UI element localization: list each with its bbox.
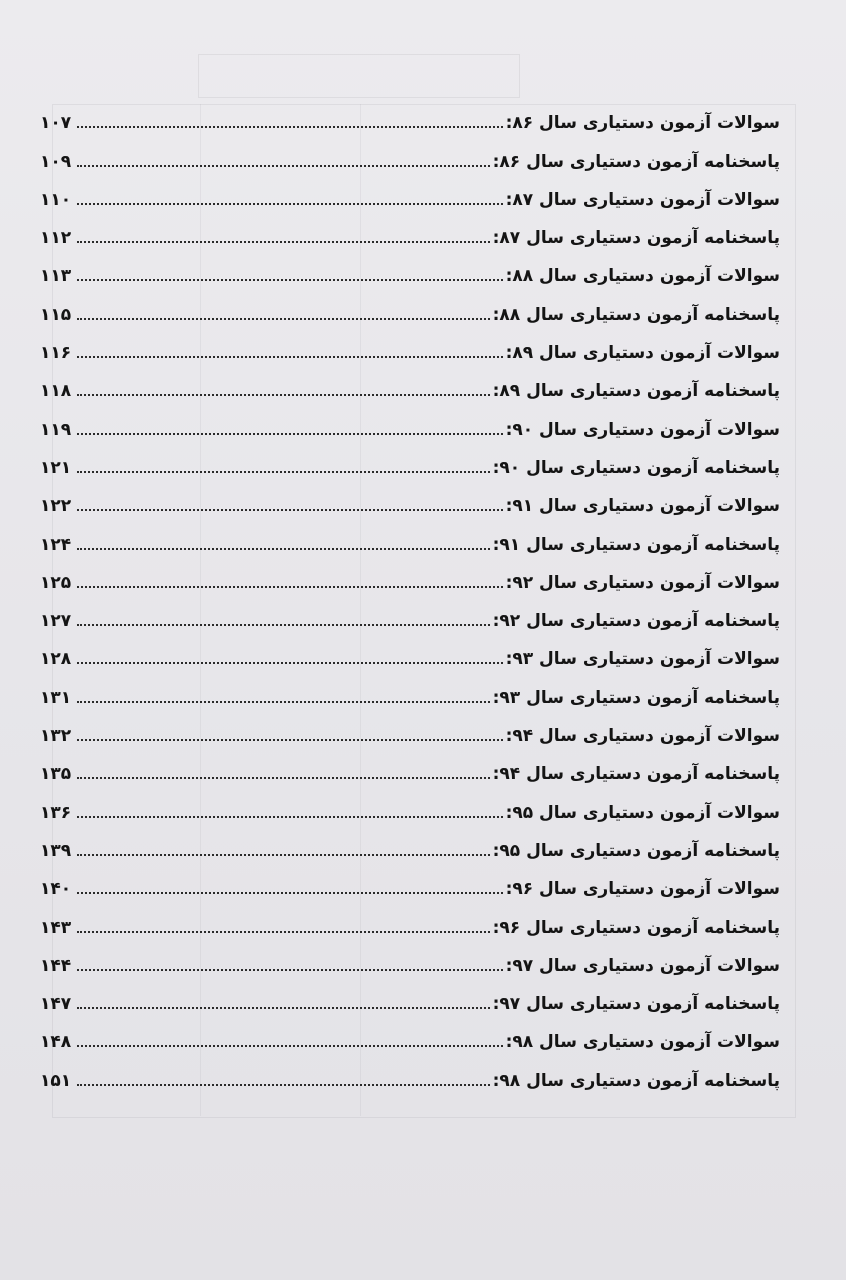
toc-entry-page-number: ۱۴۸ bbox=[40, 1032, 72, 1053]
toc-entry-page-number: ۱۱۶ bbox=[40, 343, 72, 364]
toc-entry-page-number: ۱۲۱ bbox=[40, 457, 72, 478]
dot-leader bbox=[77, 471, 490, 473]
toc-entry-page-number: ۱۱۳ bbox=[40, 266, 72, 287]
bleed-through-header-box bbox=[198, 54, 520, 98]
toc-entry-page-number: ۱۰۷ bbox=[40, 113, 72, 134]
toc-entry-page-number: ۱۵۱ bbox=[40, 1070, 72, 1091]
toc-entry-title: پاسخنامه آزمون دستیاری سال ۹۳: bbox=[492, 687, 780, 708]
toc-entry[interactable] bbox=[40, 1019, 780, 1057]
toc-entry-title: سوالات آزمون دستیاری سال ۸۷: bbox=[505, 189, 780, 210]
toc-entry[interactable] bbox=[40, 674, 780, 712]
dot-leader bbox=[77, 241, 490, 243]
dot-leader bbox=[77, 433, 503, 435]
dot-leader bbox=[77, 854, 490, 856]
toc-entry[interactable] bbox=[40, 406, 780, 444]
toc-entry-title: سوالات آزمون دستیاری سال ۹۵: bbox=[505, 802, 780, 823]
toc-entry-title: سوالات آزمون دستیاری سال ۸۸: bbox=[505, 266, 780, 287]
toc-entry-title: پاسخنامه آزمون دستیاری سال ۹۴: bbox=[492, 764, 780, 785]
toc-entry[interactable] bbox=[40, 789, 780, 827]
dot-leader bbox=[77, 701, 490, 703]
toc-entry-page-number: ۱۳۱ bbox=[40, 687, 72, 708]
toc-entry[interactable] bbox=[40, 713, 780, 751]
toc-entry[interactable] bbox=[40, 751, 780, 789]
toc-entry-title: پاسخنامه آزمون دستیاری سال ۹۸: bbox=[492, 1070, 780, 1091]
toc-entry-title: پاسخنامه آزمون دستیاری سال ۹۶: bbox=[492, 917, 780, 938]
toc-entry-title: پاسخنامه آزمون دستیاری سال ۸۶: bbox=[492, 151, 780, 172]
dot-leader bbox=[77, 279, 503, 281]
toc-entry-title: پاسخنامه آزمون دستیاری سال ۸۸: bbox=[492, 304, 780, 325]
toc-entry[interactable] bbox=[40, 177, 780, 215]
toc-entry[interactable] bbox=[40, 138, 780, 176]
dot-leader bbox=[77, 1045, 503, 1047]
toc-entry-page-number: ۱۱۸ bbox=[40, 381, 72, 402]
dot-leader bbox=[77, 203, 503, 205]
toc-entry-title: سوالات آزمون دستیاری سال ۹۷: bbox=[505, 955, 780, 976]
toc-entry[interactable] bbox=[40, 866, 780, 904]
toc-entry-page-number: ۱۳۲ bbox=[40, 726, 72, 747]
dot-leader bbox=[77, 318, 490, 320]
toc-entry-page-number: ۱۱۲ bbox=[40, 228, 72, 249]
dot-leader bbox=[77, 777, 490, 779]
toc-entry[interactable] bbox=[40, 368, 780, 406]
toc-entry-page-number: ۱۴۰ bbox=[40, 879, 72, 900]
toc-entry-title: پاسخنامه آزمون دستیاری سال ۸۷: bbox=[492, 228, 780, 249]
toc-entry-title: سوالات آزمون دستیاری سال ۹۱: bbox=[505, 496, 780, 517]
toc-entry[interactable] bbox=[40, 291, 780, 329]
toc-entry[interactable] bbox=[40, 445, 780, 483]
toc-entry-title: پاسخنامه آزمون دستیاری سال ۹۱: bbox=[492, 534, 780, 555]
toc-entry-page-number: ۱۲۲ bbox=[40, 496, 72, 517]
toc-entry-page-number: ۱۳۵ bbox=[40, 764, 72, 785]
toc-entry-page-number: ۱۴۴ bbox=[40, 955, 72, 976]
toc-entry-page-number: ۱۴۷ bbox=[40, 994, 72, 1015]
toc-entry[interactable] bbox=[40, 981, 780, 1019]
dot-leader bbox=[77, 586, 503, 588]
dot-leader bbox=[77, 931, 490, 933]
toc-entry[interactable] bbox=[40, 560, 780, 598]
toc-entry-page-number: ۱۲۴ bbox=[40, 534, 72, 555]
dot-leader bbox=[77, 356, 503, 358]
toc-entry-title: پاسخنامه آزمون دستیاری سال ۹۵: bbox=[492, 840, 780, 861]
toc-entry-title: پاسخنامه آزمون دستیاری سال ۹۷: bbox=[492, 994, 780, 1015]
toc-entry[interactable] bbox=[40, 1057, 780, 1095]
dot-leader bbox=[77, 509, 503, 511]
dot-leader bbox=[77, 739, 503, 741]
dot-leader bbox=[77, 969, 503, 971]
dot-leader bbox=[77, 165, 490, 167]
dot-leader bbox=[77, 624, 490, 626]
toc-entry-title: سوالات آزمون دستیاری سال ۹۳: bbox=[505, 649, 780, 670]
toc-entry-title: سوالات آزمون دستیاری سال ۹۶: bbox=[505, 879, 780, 900]
dot-leader bbox=[77, 548, 490, 550]
toc-entry-page-number: ۱۳۹ bbox=[40, 840, 72, 861]
toc-entry-title: پاسخنامه آزمون دستیاری سال ۹۲: bbox=[492, 611, 780, 632]
toc-entry-page-number: ۱۱۵ bbox=[40, 304, 72, 325]
toc-entry-title: پاسخنامه آزمون دستیاری سال ۸۹: bbox=[492, 381, 780, 402]
toc-entry[interactable] bbox=[40, 943, 780, 981]
toc-entry-title: سوالات آزمون دستیاری سال ۸۶: bbox=[505, 113, 780, 134]
toc-entry[interactable] bbox=[40, 828, 780, 866]
dot-leader bbox=[77, 892, 503, 894]
toc-entry[interactable] bbox=[40, 636, 780, 674]
dot-leader bbox=[77, 1084, 490, 1086]
toc-entry-title: سوالات آزمون دستیاری سال ۸۹: bbox=[505, 343, 780, 364]
toc-entry-page-number: ۱۲۷ bbox=[40, 611, 72, 632]
toc-entry[interactable] bbox=[40, 598, 780, 636]
toc-entry[interactable] bbox=[40, 100, 780, 138]
toc-entry-page-number: ۱۰۹ bbox=[40, 151, 72, 172]
toc-entry[interactable] bbox=[40, 521, 780, 559]
toc-entry-title: سوالات آزمون دستیاری سال ۹۴: bbox=[505, 726, 780, 747]
toc-entry-page-number: ۱۲۸ bbox=[40, 649, 72, 670]
dot-leader bbox=[77, 126, 503, 128]
dot-leader bbox=[77, 1007, 490, 1009]
toc-entry-page-number: ۱۴۳ bbox=[40, 917, 72, 938]
toc-entry[interactable] bbox=[40, 904, 780, 942]
toc-entry-page-number: ۱۱۰ bbox=[40, 189, 72, 210]
table-of-contents bbox=[40, 100, 780, 1096]
dot-leader bbox=[77, 662, 503, 664]
toc-entry-title: سوالات آزمون دستیاری سال ۹۸: bbox=[505, 1032, 780, 1053]
toc-entry-page-number: ۱۱۹ bbox=[40, 419, 72, 440]
toc-entry-page-number: ۱۳۶ bbox=[40, 802, 72, 823]
toc-entry[interactable] bbox=[40, 330, 780, 368]
toc-entry-title: سوالات آزمون دستیاری سال ۹۰: bbox=[505, 419, 780, 440]
toc-entry-title: پاسخنامه آزمون دستیاری سال ۹۰: bbox=[492, 457, 780, 478]
toc-entry-title: سوالات آزمون دستیاری سال ۹۲: bbox=[505, 572, 780, 593]
dot-leader bbox=[77, 816, 503, 818]
toc-entry[interactable] bbox=[40, 215, 780, 253]
toc-entry-page-number: ۱۲۵ bbox=[40, 572, 72, 593]
toc-entry[interactable] bbox=[40, 483, 780, 521]
toc-entry[interactable] bbox=[40, 253, 780, 291]
dot-leader bbox=[77, 394, 490, 396]
